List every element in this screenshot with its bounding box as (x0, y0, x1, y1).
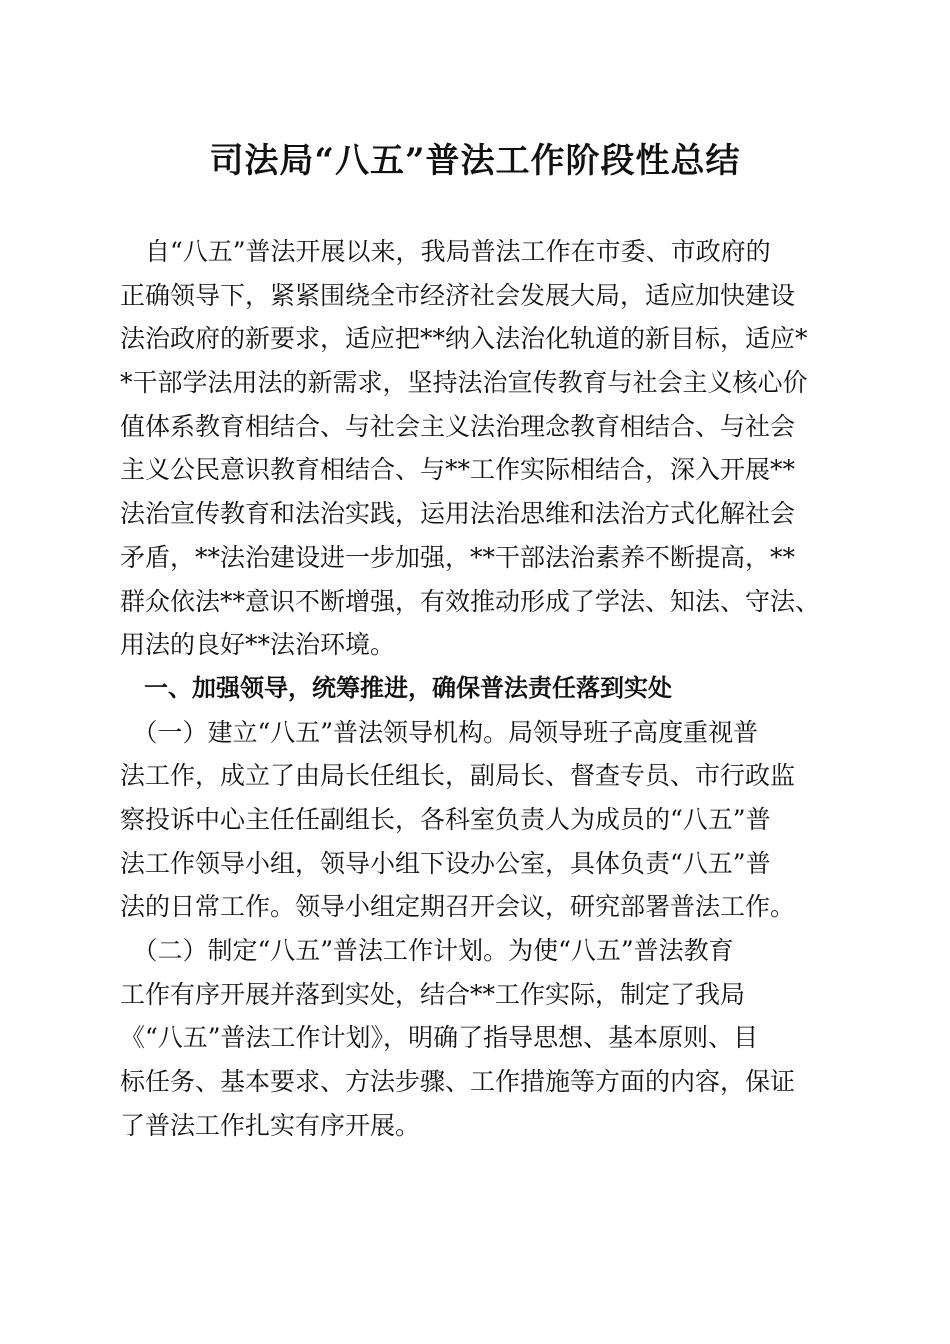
intro-line-2: 正确领导下，紧紧围绕全市经济社会发展大局，适应加快建设 (120, 280, 796, 310)
item-1-line-4: 法工作领导小组，领导小组下设办公室，具体负责“八五”普 (120, 848, 771, 878)
item-2-line-4: 标任务、基本要求、方法步骤、工作措施等方面的内容，保证 (120, 1067, 796, 1097)
item-1-line-3: 察投诉中心主任任副组长，各科室负责人为成员的“八五”普 (120, 804, 771, 834)
item-1-line-5: 法的日常工作。领导小组定期召开会议，研究部署普法工作。 (120, 892, 796, 922)
intro-line-9: 群众依法**意识不断增强，有效推动形成了学法、知法、守法、 (120, 586, 821, 616)
intro-line-5: 值体系教育相结合、与社会主义法治理念教育相结合、与社会 (120, 411, 796, 441)
item-2-line-5: 了普法工作扎实有序开展。 (120, 1110, 421, 1140)
intro-line-3: 法治政府的新要求，适应把**纳入法治化轨道的新目标，适应* (120, 324, 808, 354)
intro-line-6: 主义公民意识教育相结合、与**工作实际相结合，深入开展** (120, 455, 796, 485)
item-2-line-1: （二）制定“八五”普法工作计划。为使“八五”普法教育 (120, 936, 734, 965)
intro-line-4: *干部学法用法的新需求，坚持法治宣传教育与社会主义核心价 (120, 368, 808, 398)
item-2-line-3: 《“八五”普法工作计划》，明确了指导思想、基本原则、目 (120, 1023, 759, 1053)
intro-line-1: 自“八五”普法开展以来，我局普法工作在市委、市政府的 (120, 237, 771, 266)
item-1-line-1: （一）建立“八五”普法领导机构。局领导班子高度重视普 (120, 717, 759, 747)
item-2-line-2: 工作有序开展并落到实处，结合**工作实际，制定了我局 (120, 979, 746, 1009)
intro-line-7: 法治宣传教育和法治实践，运用法治思维和法治方式化解社会 (120, 499, 796, 529)
document-title: 司法局“八五”普法工作阶段性总结 (209, 141, 741, 181)
intro-line-10: 用法的良好**法治环境。 (120, 630, 396, 660)
section-1-heading: 一、加强领导，统筹推进，确保普法责任落到实处 (120, 673, 672, 702)
intro-line-8: 矛盾，**法治建设进一步加强，**干部法治素养不断提高，** (120, 542, 796, 572)
item-1-line-2: 法工作，成立了由局长任组长，副局长、督查专员、市行政监 (120, 761, 796, 791)
document-body (120, 230, 830, 1147)
